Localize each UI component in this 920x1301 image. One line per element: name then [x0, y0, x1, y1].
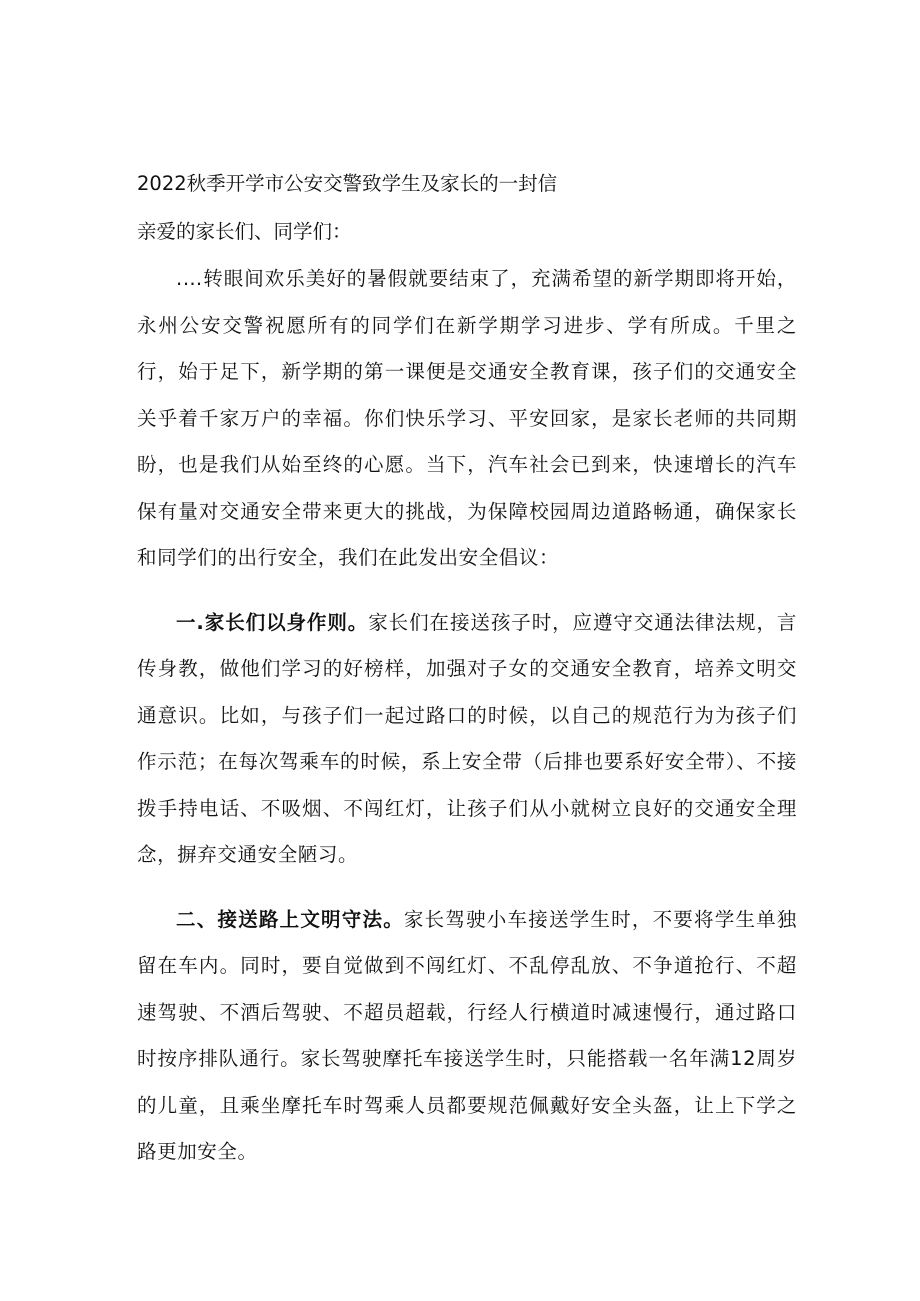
section-paragraph-2 [137, 897, 797, 1176]
section-heading-2: 二、接送路上文明守法。 [176, 907, 404, 931]
letter-document [137, 160, 797, 1176]
document-title: 2022秋季开学市公安交警致学生及家长的一封信 [137, 172, 558, 195]
section-body-2: 家长驾驶小车接送学生时，不要将学生单独留在车内。同时，要自觉做到不闯红灯、不乱停乱放、不争道抢行、不超速驾驶、不酒后驾驶、不超员超载，行经人行横道时减速慢行，通过路口时按序排队通行。家长驾驶摩托车接送学生时，只能搭载一名年满12周岁的儿童，且乘坐摩托车时驾乘人员都要规范佩戴好安全头盔，让上下学之路更加安全。 [137, 907, 797, 1163]
section-paragraph-1 [137, 600, 797, 879]
salutation: 亲爱的家长们、同学们： [137, 220, 352, 243]
section-heading-1: 一.家长们以身作则。 [176, 610, 369, 634]
intro-paragraph: .…转眼间欢乐美好的暑假就要结束了，充满希望的新学期即将开始，永州公安交警祝愿所有的同学们在新学期学习进步、学有所成。千里之行，始于足下，新学期的第一课便是交通安全教育课，孩子们的交通安全关乎着千家万户的幸福。你们快乐学习、平安回家，是家长老师的共同期盼，也是我们从始至终的心愿。当下，汽车社会已到来，快速增长的汽车保有量对交通安全带来更大的挑战，为保障校园周边道路畅通，确保家长和同学们的出行安全，我们在此发出安全倡议： [137, 267, 797, 569]
section-body-1: 家长们在接送孩子时，应遵守交通法律法规，言传身教，做他们学习的好榜样，加强对子女的交通安全教育，培养文明交通意识。比如，与孩子们一起过路口的时候，以自己的规范行为为孩子们作示范；在每次驾乘车的时候，系上安全带（后排也要系好安全带）、不接拨手持电话、不吸烟、不闯红灯，让孩子们从小就树立良好的交通安全理念，摒弃交通安全陋习。 [137, 610, 797, 866]
